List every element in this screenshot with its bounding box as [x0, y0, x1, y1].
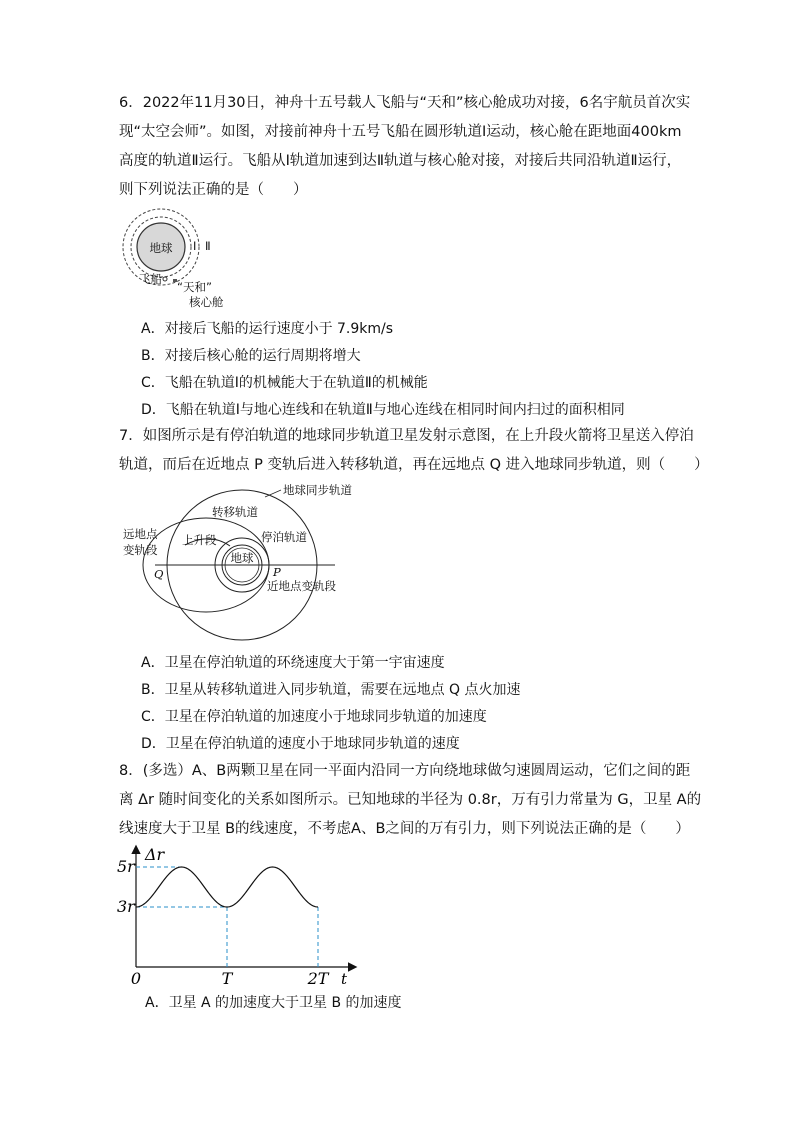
ascent-label: 上升段 [182, 533, 217, 547]
q7-option-b: B．卫星从转移轨道进入同步轨道，需要在远地点 Q 点火加速 [141, 682, 521, 698]
q8-line-2: 离 Δr 随时间变化的关系如图所示。已知地球的半径为 0.8r，万有引力常量为 G，卫星 A的 [119, 792, 702, 808]
chart-guides [136, 867, 318, 967]
orbit-1-label: Ⅰ [193, 239, 197, 253]
q6-line-1: 6．2022年11月30日，神舟十五号载人飞船与“天和”核心舱成功对接，6名宇航员首次实 [119, 95, 691, 111]
q6-option-d: D．飞船在轨道Ⅰ与地心连线和在轨道Ⅱ与地心连线在相同时间内扫过的面积相同 [141, 402, 625, 418]
x-axis-label: t [341, 970, 348, 987]
apogee-label-line-1: 远地点 [123, 527, 158, 541]
q6-line-2: 现“太空会师”。如图，对接前神舟十五号飞船在圆形轨道Ⅰ运动，核心舱在距地面400km [119, 124, 682, 140]
geo-orbit-label: 地球同步轨道 [283, 483, 352, 497]
q8-line-3: 线速度大于卫星 B的线速度，不考虑A、B之间的万有引力，则下列说法正确的是（ ） [119, 821, 690, 837]
q8-distance-chart [115, 842, 365, 987]
q6-orbit-figure [115, 200, 255, 315]
q7-line-1: 7．如图所示是有停泊轨道的地球同步轨道卫星发射示意图，在上升段火箭将卫星送入停泊 [119, 428, 694, 444]
orbit-2-label: Ⅱ [205, 239, 211, 253]
apogee-label-line-2: 变轨段 [123, 543, 158, 557]
q7-line-2: 轨道，而后在近地点 P 变轨后进入转移轨道，再在远地点 Q 进入地球同步轨道，则（ ） [119, 457, 709, 473]
earth-label: 地球 [230, 551, 254, 565]
q8-line-1: 8．(多选）A、B两颗卫星在同一平面内沿同一方向绕地球做匀速圆周运动，它们之间的距 [119, 763, 691, 779]
x-tick-0: 0 [130, 969, 142, 987]
ship-label: 飞船 [139, 272, 162, 286]
x-tick-2t: 2T [307, 969, 329, 987]
q6-line-3: 高度的轨道Ⅱ运行。飞船从Ⅰ轨道加速到达Ⅱ轨道与核心舱对接，对接后共同沿轨道Ⅱ运行， [119, 153, 682, 169]
q7-option-c: C．卫星在停泊轨道的加速度小于地球同步轨道的加速度 [141, 709, 487, 725]
y-tick-3r: 3r [117, 897, 135, 916]
parking-orbit-label: 停泊轨道 [261, 530, 307, 544]
transfer-orbit-label: 转移轨道 [212, 505, 258, 519]
y-tick-5r: 5r [117, 857, 135, 876]
y-axis-label: Δr [145, 845, 165, 864]
perigee-label: 近地点变轨段 [267, 579, 336, 593]
module-label-line-2: 核心舱 [189, 295, 224, 309]
q8-option-a: A．卫星 A 的加速度大于卫星 B 的加速度 [145, 995, 402, 1011]
point-q-label: Q [154, 567, 164, 581]
module-label-line-1: “天和” [177, 280, 212, 294]
earth-label: 地球 [149, 241, 173, 255]
series-line [136, 867, 318, 907]
q6-option-a: A．对接后飞船的运行速度小于 7.9km/s [141, 321, 394, 337]
q7-option-d: D．卫星在停泊轨道的速度小于地球同步轨道的速度 [141, 736, 460, 752]
point-p-label: P [273, 565, 281, 579]
q6-option-b: B．对接后核心舱的运行周期将增大 [141, 348, 361, 364]
q7-option-a: A．卫星在停泊轨道的环绕速度大于第一宇宙速度 [141, 655, 445, 671]
q6-option-c: C．飞船在轨道Ⅰ的机械能大于在轨道Ⅱ的机械能 [141, 375, 428, 391]
x-tick-t: T [221, 969, 233, 987]
ship-marker [163, 277, 167, 281]
geo-orbit-leader [265, 490, 281, 497]
q7-orbit-figure [115, 480, 375, 650]
q6-line-4: 则下列说法正确的是（ ） [119, 182, 308, 198]
